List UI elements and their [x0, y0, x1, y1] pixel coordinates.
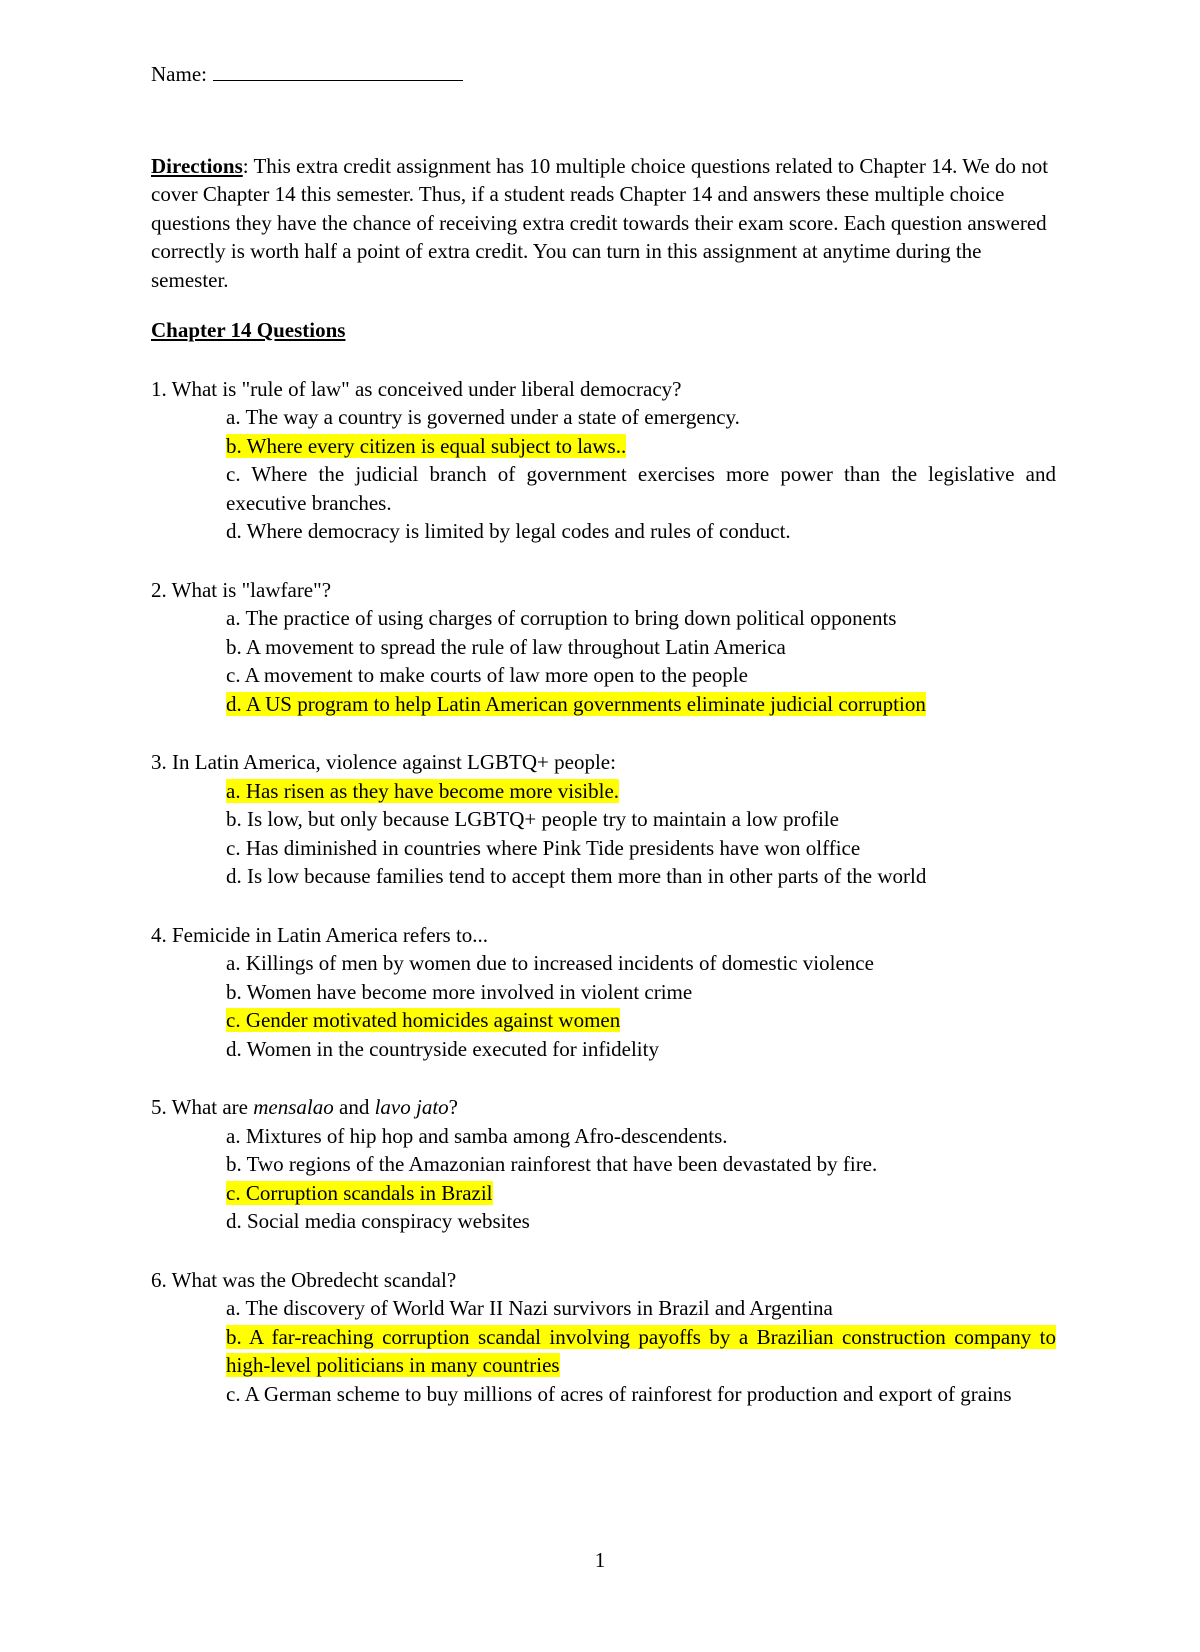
answer-option-a [226, 1122, 1056, 1151]
question-text-part: What are [171, 1095, 254, 1119]
answer-option-a [226, 777, 1056, 806]
question-stem [151, 576, 1056, 605]
answer-option-c [226, 460, 1056, 517]
answer-option-b [226, 633, 1056, 662]
answer-options [226, 949, 1056, 1063]
answer-option-text: a. Mixtures of hip hop and samba among Afro-descendents. [226, 1123, 728, 1148]
answer-option-text: c. A German scheme to buy millions of acres of rainforest for production and export of grains [226, 1381, 1012, 1406]
answer-option-text: d. Is low because families tend to accept them more than in other parts of the world [226, 864, 927, 888]
answer-option-c [226, 834, 1056, 863]
directions-label: Directions [151, 153, 243, 178]
directions-paragraph [151, 152, 1056, 295]
answer-option-a [226, 1294, 1056, 1323]
answer-option-d [226, 862, 1056, 891]
answer-option-a [226, 604, 1056, 633]
answer-option-text: b. Two regions of the Amazonian rainforest that have been devastated by fire. [226, 1152, 878, 1176]
section-heading: Chapter 14 Questions [151, 318, 346, 342]
question-text: Femicide in Latin America refers to... [172, 922, 489, 947]
answer-option-d [226, 1207, 1056, 1236]
question-number: 1. [151, 376, 167, 401]
answer-option-d [226, 1035, 1056, 1064]
answer-option-d [226, 517, 1056, 546]
answer-option-c [226, 661, 1056, 690]
highlighted-answer: d. A US program to help Latin American governments eliminate judicial corruption [226, 691, 926, 716]
italic-term: mensalao [253, 1095, 334, 1119]
name-line [151, 60, 1056, 89]
question-text-part: ? [448, 1095, 458, 1119]
question-2 [151, 576, 1056, 719]
answer-option-b [226, 978, 1056, 1007]
question-3 [151, 748, 1056, 891]
question-4 [151, 921, 1056, 1064]
page-content [151, 60, 1056, 1408]
highlighted-answer: c. Corruption scandals in Brazil [226, 1180, 493, 1205]
answer-option-b [226, 1323, 1056, 1380]
question-text: What is "lawfare"? [171, 577, 332, 602]
answer-option-text: a. The discovery of World War II Nazi survivors in Brazil and Argentina [226, 1296, 833, 1320]
answer-option-b [226, 1150, 1056, 1179]
answer-options [226, 777, 1056, 891]
answer-option-text: c. Has diminished in countries where Pink Tide presidents have won olffice [226, 835, 861, 860]
highlighted-answer: b. Where every citizen is equal subject to laws.. [226, 433, 627, 458]
question-6 [151, 1266, 1056, 1409]
answer-options [226, 403, 1056, 546]
answer-option-text: d. Women in the countryside executed for infidelity [226, 1036, 659, 1061]
answer-option-c [226, 1380, 1056, 1409]
question-text-part: and [333, 1095, 375, 1119]
highlighted-answer: c. Gender motivated homicides against women [226, 1008, 621, 1032]
question-stem [151, 921, 1056, 950]
question-5 [151, 1093, 1056, 1236]
page-number: 1 [594, 1548, 606, 1572]
question-number: 6. [151, 1267, 167, 1292]
question-stem [151, 748, 1056, 777]
answer-option-a [226, 949, 1056, 978]
question-stem [151, 1266, 1056, 1295]
answer-options [226, 604, 1056, 718]
answer-option-text: a. The practice of using charges of corruption to bring down political opponents [226, 606, 897, 630]
question-number: 5. [151, 1095, 167, 1119]
question-text [172, 1095, 458, 1119]
question-text: What is "rule of law" as conceived under liberal democracy? [171, 376, 682, 401]
italic-term: lavo jato [374, 1095, 449, 1119]
answer-option-text: a. Killings of men by women due to increased incidents of domestic violence [226, 951, 874, 975]
name-label: Name: [151, 62, 207, 86]
answer-option-c [226, 1179, 1056, 1208]
question-text: In Latin America, violence against LGBTQ+ people: [172, 750, 616, 774]
question-stem [151, 1093, 1056, 1122]
answer-option-text: b. A movement to spread the rule of law throughout Latin America [226, 634, 786, 659]
answer-option-b [226, 432, 1056, 461]
answer-option-text: d. Where democracy is limited by legal codes and rules of conduct. [226, 519, 791, 543]
answer-option-text: d. Social media conspiracy websites [226, 1209, 530, 1233]
question-text: What was the Obredecht scandal? [171, 1267, 457, 1292]
directions-text: : This extra credit assignment has 10 multiple choice questions related to Chapter 14. We do not cover Chapter 14 this semester. Thus, if a student reads Chapter 14 and answers these multiple choice questions they have the chance of receiving extra credit towards their exam score. Each question answered correctly is worth half a point of extra credit. You can turn in this assignment at anytime during the semester. [151, 153, 1049, 292]
answer-option-a [226, 403, 1056, 432]
answer-option-text: c. Where the judicial branch of government exercises more power than the legislative and executive branches. [226, 462, 1056, 515]
answer-option-text: c. A movement to make courts of law more open to the people [226, 663, 748, 687]
question-number: 3. [151, 750, 167, 774]
answer-option-b [226, 805, 1056, 834]
question-number: 4. [151, 922, 167, 947]
answer-options [226, 1122, 1056, 1236]
question-number: 2. [151, 577, 167, 602]
answer-option-text: b. Women have become more involved in violent crime [226, 979, 693, 1004]
answer-options [226, 1294, 1056, 1408]
name-blank-line [213, 60, 463, 81]
answer-option-d [226, 690, 1056, 719]
highlighted-answer: b. A far-reaching corruption scandal involving payoffs by a Brazilian construction company to high-level politicians in many countries [226, 1324, 1056, 1377]
question-stem [151, 375, 1056, 404]
question-1 [151, 375, 1056, 546]
answer-option-c [226, 1006, 1056, 1035]
answer-option-text: a. The way a country is governed under a state of emergency. [226, 405, 740, 429]
answer-option-text: b. Is low, but only because LGBTQ+ people try to maintain a low profile [226, 807, 839, 831]
highlighted-answer: a. Has risen as they have become more visible. [226, 778, 620, 803]
